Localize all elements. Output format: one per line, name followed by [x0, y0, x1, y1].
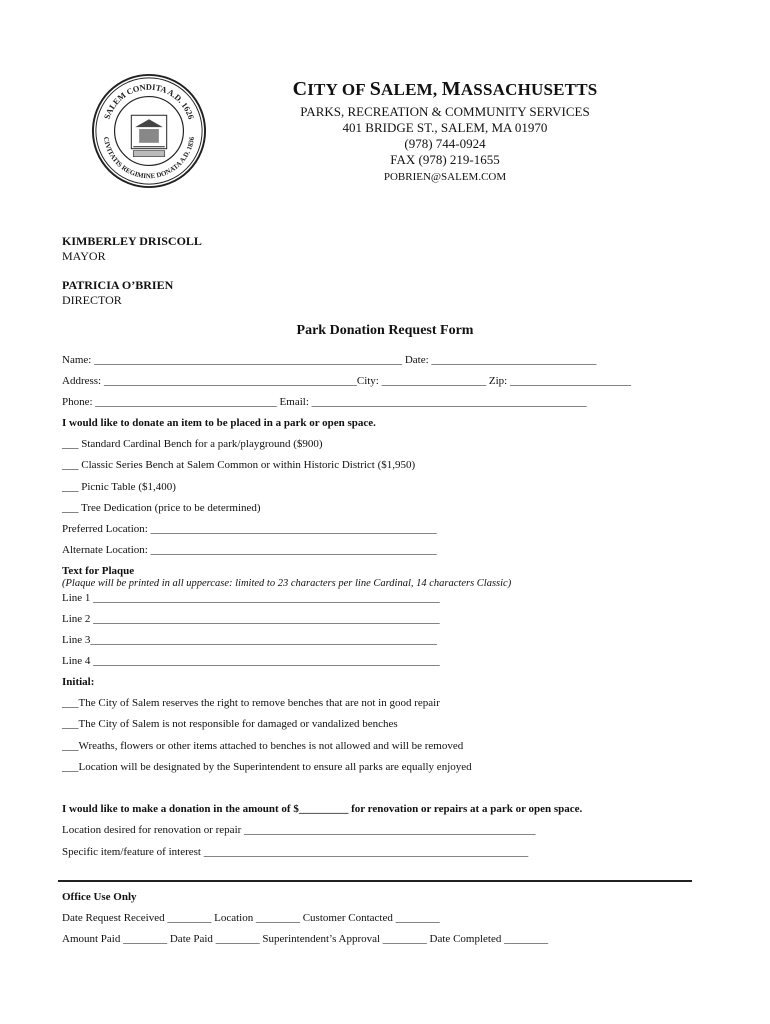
email-address: POBRIEN@SALEM.COM [383, 171, 507, 183]
department-name: PARKS, RECREATION & COMMUNITY SERVICES [300, 104, 590, 119]
street-address: 401 BRIDGE ST., SALEM, MA 01970 [342, 120, 548, 135]
city-name: CITY OF SALEM, MASSACHUSETTS [292, 78, 598, 100]
official-name: PATRICIA O’BRIEN [62, 278, 174, 292]
donation-amount-heading[interactable]: I would like to make a donation in the amount of $_________ for renovation or repairs at a park or open space. [62, 803, 583, 815]
city-seal [90, 72, 208, 190]
plaque-line-1[interactable]: Line 1 _______________________________________________________________ [62, 592, 440, 604]
official-director [62, 278, 202, 308]
form-title: Park Donation Request Form [296, 323, 474, 338]
name-date-row[interactable]: Name: ________________________________________________________ Date: ______________________________ [62, 354, 597, 366]
fax-number: FAX (978) 219-1655 [390, 152, 500, 167]
seal-text-top: SALEM CONDITA A.D. 1626 [102, 82, 196, 121]
initial-heading: Initial: [62, 676, 95, 688]
option-tree-dedication[interactable]: ___ Tree Dedication (price to be determined) [62, 502, 261, 514]
plaque-note: (Plaque will be printed in all uppercase: limited to 23 characters per line Cardinal, 14 characters Classic) [62, 578, 512, 589]
address-row[interactable]: Address: ______________________________________________City: ___________________ Zip: ______________________ [62, 375, 631, 387]
donate-item-heading: I would like to donate an item to be placed in a park or open space. [62, 417, 376, 429]
section-divider [58, 880, 692, 882]
option-cardinal-bench[interactable]: ___ Standard Cardinal Bench for a park/playground ($900) [62, 438, 323, 450]
initial-location[interactable]: ___Location will be designated by the Superintendent to ensure all parks are equally enjoyed [62, 761, 472, 773]
plaque-heading: Text for Plaque [62, 565, 135, 577]
plaque-line-4[interactable]: Line 4 _______________________________________________________________ [62, 655, 440, 667]
seal-text-bottom: CIVITATIS REGIMINE DONATA A.D. 1836 [101, 136, 197, 181]
renovation-location-field[interactable]: Location desired for renovation or repair _____________________________________________________ [62, 824, 536, 836]
preferred-location-field[interactable]: Preferred Location: ____________________________________________________ [62, 523, 437, 535]
official-title: MAYOR [62, 249, 106, 263]
official-mayor [62, 234, 202, 264]
office-row-1[interactable]: Date Request Received ________ Location ________ Customer Contacted ________ [62, 912, 440, 924]
specific-item-field[interactable]: Specific item/feature of interest ___________________________________________________________ [62, 846, 529, 858]
option-classic-bench[interactable]: ___ Classic Series Bench at Salem Common or within Historic District ($1,950) [62, 459, 416, 471]
phone-email-row[interactable]: Phone: _________________________________ Email: __________________________________________________ [62, 396, 587, 408]
office-use-heading: Office Use Only [62, 891, 137, 903]
initial-wreaths[interactable]: ___Wreaths, flowers or other items attached to benches is not allowed and will be removed [62, 740, 464, 752]
phone-number: (978) 744-0924 [404, 136, 486, 151]
plaque-line-3[interactable]: Line 3_______________________________________________________________ [62, 634, 437, 646]
option-picnic-table[interactable]: ___ Picnic Table ($1,400) [62, 481, 176, 493]
plaque-line-2[interactable]: Line 2 _______________________________________________________________ [62, 613, 440, 625]
initial-remove-benches[interactable]: ___The City of Salem reserves the right to remove benches that are not in good repair [62, 697, 440, 709]
official-name: KIMBERLEY DRISCOLL [62, 234, 202, 248]
official-title: DIRECTOR [62, 293, 122, 307]
letterhead [270, 78, 620, 183]
officials-block [62, 234, 202, 308]
office-row-2[interactable]: Amount Paid ________ Date Paid ________ Superintendent’s Approval ________ Date Completed ________ [62, 933, 549, 945]
initial-not-responsible[interactable]: ___The City of Salem is not responsible for damaged or vandalized benches [62, 718, 398, 730]
alternate-location-field[interactable]: Alternate Location: ____________________________________________________ [62, 544, 437, 556]
